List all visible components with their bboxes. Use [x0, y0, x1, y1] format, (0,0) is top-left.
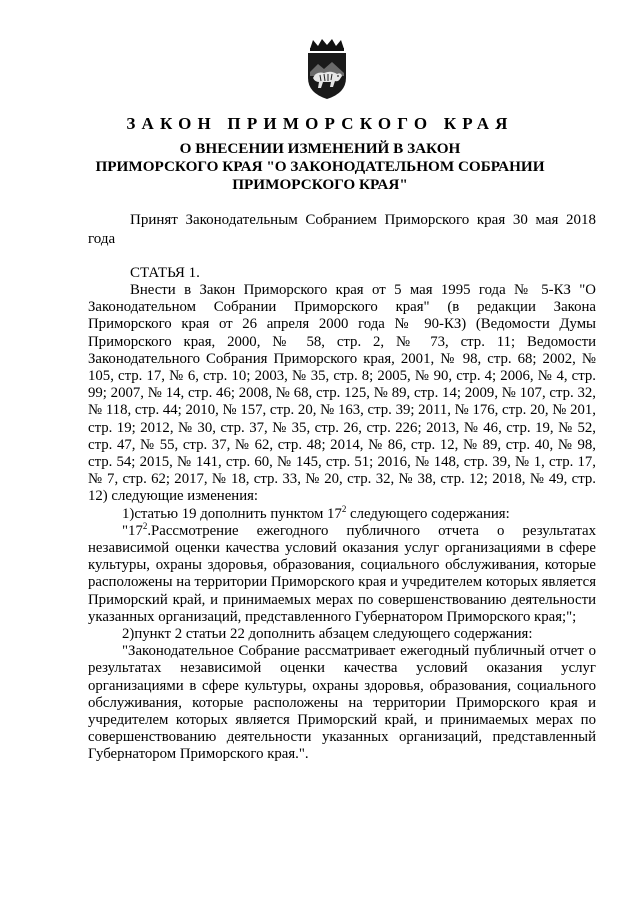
subtitle-line-2: ПРИМОРСКОГО КРАЯ "О ЗАКОНОДАТЕЛЬНОМ СОБРАНИИ [95, 158, 545, 175]
amendment-quote-2: "Законодательное Собрание рассматривает ежегодный публичный отчет о результатах независимой оценки качества условий оказания услуг организациями в сфере культуры, охраны здоровья, образования, социального обслуживания, которые расположены на территории Приморского края и учредителем которых является Приморский край, и принимаемых мерах по совершенствованию деятельности указанных организаций, представленный Губернатором Приморского края.". [88, 643, 596, 763]
article-body [88, 282, 596, 764]
item-1-text: 1)статью 19 дополнить пунктом 17 [122, 505, 342, 522]
quote-1-text: .Рассмотрение ежегодного публичного отчета о результатах независимой оценки качества условий оказания услуг организациями в сфере культуры, охраны здоровья, образования, социального обслуживания, которые расположены на территории Приморского края и учредителем которых является Приморский край, и принимаемых мерах по совершенствованию деятельности указанных организаций, представленного Губернатором Приморского края;"; [88, 522, 596, 625]
quote-1-superscript: 2 [142, 520, 148, 531]
law-subtitle [90, 140, 550, 194]
coat-of-arms-icon [302, 38, 352, 100]
subtitle-line-1: О ВНЕСЕНИИ ИЗМЕНЕНИЙ В ЗАКОН [179, 140, 461, 157]
amendment-quote-1 [88, 520, 596, 626]
amendment-item-2: 2)пункт 2 статьи 22 дополнить абзацем следующего содержания: [122, 626, 533, 643]
adoption-note: Принят Законодательным Собранием Приморского края 30 мая 2018 года [88, 212, 596, 247]
item-1-superscript: 2 [341, 503, 347, 514]
subtitle-line-3: ПРИМОРСКОГО КРАЯ" [232, 176, 408, 193]
quote-1-number: "17 [122, 522, 143, 539]
article-heading: СТАТЬЯ 1. [130, 265, 200, 281]
amendment-item-1 [88, 503, 596, 523]
law-title: ЗАКОН ПРИМОРСКОГО КРАЯ [126, 114, 514, 133]
item-1-tail: следующего содержания: [346, 505, 510, 522]
article-intro-paragraph: Внести в Закон Приморского края от 5 мая 1995 года № 5-КЗ "О Законодательном Собрании Приморского края" (в редакции Закона Приморского края от 26 апреля 2000 года № 90-КЗ) (Ведомости Думы Приморского края, 2000, № 58, стр. 2, № 73, стр. 11; Ведомости Законодательного Собрания Приморского края, 2001, № 98, стр. 68; 2002, № 105, стр. 17, № 6, стр. 10; 2003, № 35, стр. 8; 2005, № 90, стр. 4; 2006, № 4, стр. 99; 2007, № 14, стр. 46; 2008, № 68, стр. 125, № 89, стр. 14; 2009, № 107, стр. 32, № 118, стр. 44; 2010, № 157, стр. 20, № 163, стр. 39; 2011, № 176, стр. 20, № 201, стр. 19; 2012, № 30, стр. 37, № 35, стр. 26, стр. 226; 2013, № 46, стр. 19, № 52, стр. 47, № 55, стр. 37, № 62, стр. 48; 2014, № 86, стр. 12, № 89, стр. 40, № 98, стр. 54; 2015, № 141, стр. 60, № 145, стр. 51; 2016, № 148, стр. 39, № 1, стр. 17, № 7, стр. 62; 2017, № 18, стр. 33, № 20, стр. 32, № 38, стр. 12; 2018, № 49, стр. 12) следующие изменения: [88, 282, 596, 505]
